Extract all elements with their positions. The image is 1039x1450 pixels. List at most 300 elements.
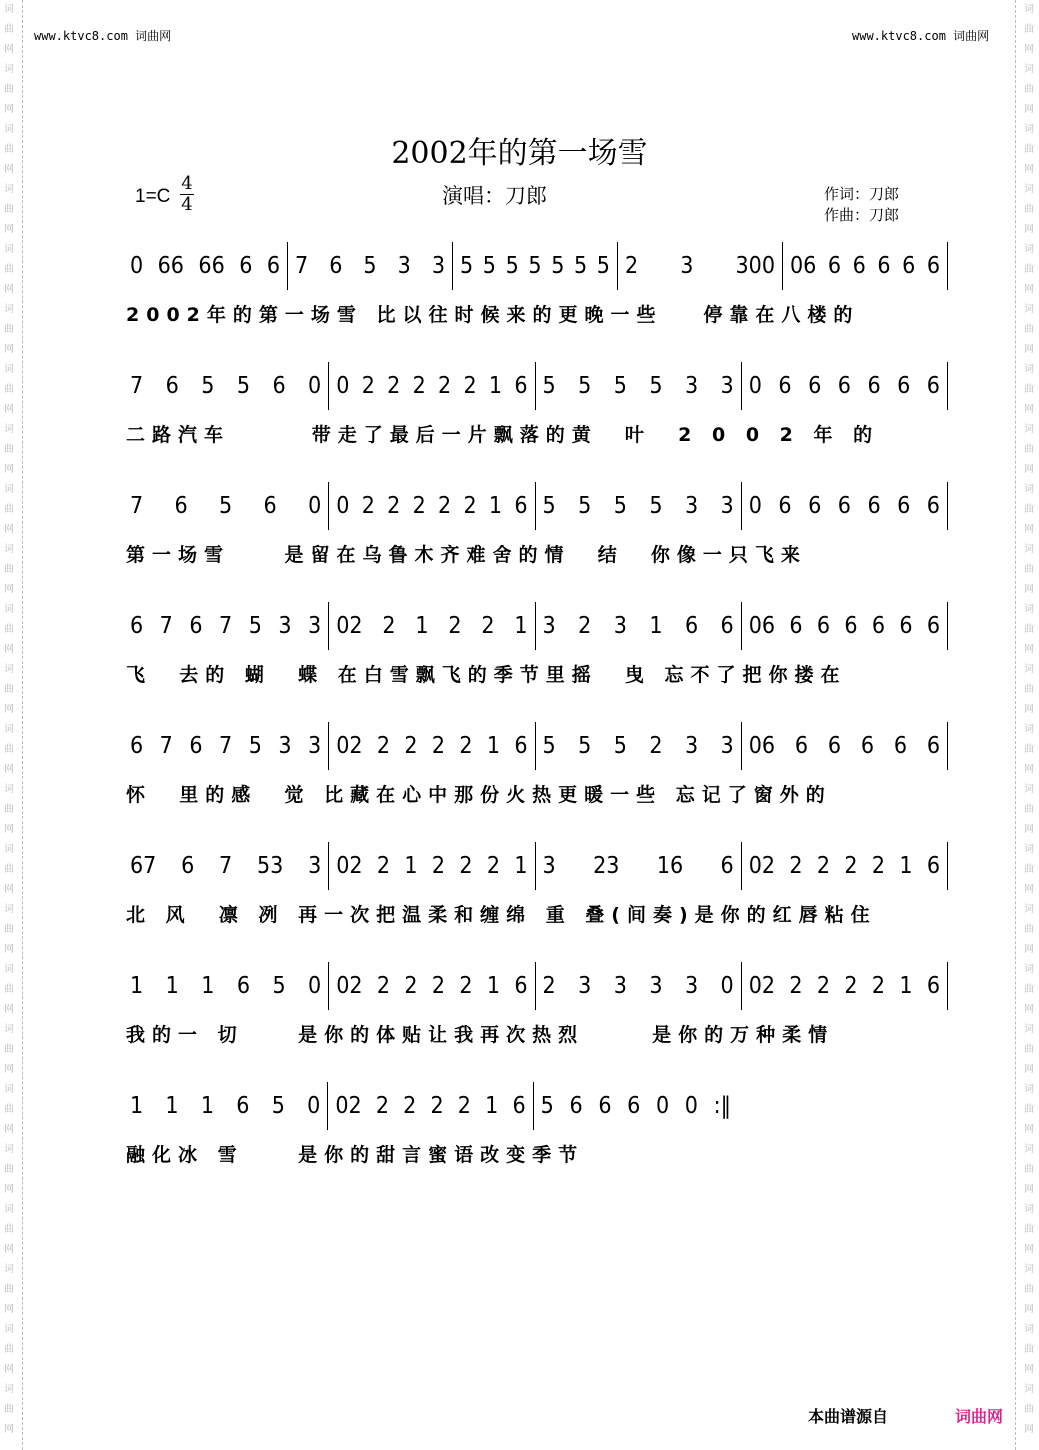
measure xyxy=(329,362,535,410)
note: 5 xyxy=(219,493,233,519)
watermark-char: 网 xyxy=(1024,824,1034,835)
watermark-char: 曲 xyxy=(4,624,14,635)
note: 5 xyxy=(540,1093,554,1119)
watermark-char: 曲 xyxy=(1024,564,1034,575)
note: 6 xyxy=(867,493,881,519)
watermark-char: 网 xyxy=(1024,884,1034,895)
watermark-char: 词 xyxy=(1024,544,1034,555)
watermark-char: 词 xyxy=(4,784,14,795)
watermark-char: 曲 xyxy=(4,84,14,95)
watermark-char: 词 xyxy=(1024,304,1034,315)
note: 0 xyxy=(655,1093,670,1119)
watermark-char: 曲 xyxy=(1024,504,1034,515)
note: 6 xyxy=(514,493,528,519)
note: 0 xyxy=(308,493,322,519)
note: 6 xyxy=(720,613,734,639)
measure xyxy=(128,1082,328,1130)
note: 0 xyxy=(336,493,350,519)
watermark-char: 网 xyxy=(4,584,14,595)
measure xyxy=(128,482,329,530)
watermark-char: 词 xyxy=(4,544,14,555)
note: 3 xyxy=(720,373,734,399)
notation-row xyxy=(128,242,948,290)
note: 16 xyxy=(656,853,684,879)
watermark-char: 网 xyxy=(1024,1424,1034,1435)
watermark-char: 曲 xyxy=(1024,1344,1034,1355)
note: 3 xyxy=(542,853,556,879)
note: 2 xyxy=(457,1093,471,1119)
watermark-char: 词 xyxy=(4,964,14,975)
measure xyxy=(534,1082,738,1130)
note: 2 xyxy=(376,733,391,759)
watermark-char: 网 xyxy=(1024,704,1034,715)
note: 3 xyxy=(308,613,322,639)
note: 3 xyxy=(308,853,322,879)
note: 1 xyxy=(200,1093,215,1119)
note: 2 xyxy=(438,373,452,399)
note: :‖ xyxy=(713,1093,731,1119)
note: 1 xyxy=(514,853,528,879)
watermark-char: 词 xyxy=(1024,724,1034,735)
note: 6 xyxy=(514,733,528,759)
watermark-char: 网 xyxy=(1024,464,1034,475)
watermark-char: 曲 xyxy=(4,324,14,335)
note: 7 xyxy=(159,733,173,759)
watermark-char: 曲 xyxy=(4,1284,14,1295)
watermark-char: 词 xyxy=(1024,1324,1034,1335)
site-header-left: www.ktvc8.com 词曲网 xyxy=(34,29,172,43)
measure xyxy=(128,362,329,410)
note: 2 xyxy=(459,733,473,759)
note: 5 xyxy=(573,253,588,279)
note: 7 xyxy=(295,253,309,279)
watermark-char: 词 xyxy=(4,1324,14,1335)
note: 6 xyxy=(899,613,913,639)
measure xyxy=(618,242,783,290)
watermark-char: 曲 xyxy=(4,204,14,215)
note: 5 xyxy=(596,253,610,279)
watermark-char: 词 xyxy=(4,424,14,435)
note: 3 xyxy=(720,493,734,519)
watermark-char: 曲 xyxy=(4,444,14,455)
lyric-line: 怀 里的感 觉 比藏在心中那份火热更暖一些 忘记了窗外的 xyxy=(126,784,832,806)
watermark-char: 曲 xyxy=(1024,1284,1034,1295)
watermark-char: 曲 xyxy=(4,984,14,995)
note: 1 xyxy=(415,613,429,639)
watermark-char: 曲 xyxy=(4,1404,14,1415)
watermark-char: 曲 xyxy=(1024,624,1034,635)
note: 3 xyxy=(397,253,411,279)
footer-brand: 词曲网 xyxy=(955,1407,1004,1426)
watermark-char: 曲 xyxy=(4,384,14,395)
watermark-char: 词 xyxy=(1024,1084,1034,1095)
note: 3 xyxy=(684,373,699,399)
note: 6 xyxy=(174,493,188,519)
measure xyxy=(742,722,948,770)
measure xyxy=(536,482,742,530)
note: 1 xyxy=(486,733,500,759)
singer: 演唱：刀郎 xyxy=(442,184,547,208)
note: 5 xyxy=(271,1093,285,1119)
watermark-char: 网 xyxy=(4,1304,14,1315)
time-sig-bottom: 4 xyxy=(181,194,193,215)
time-sig-top: 4 xyxy=(181,173,193,194)
note: 0 xyxy=(336,373,350,399)
watermark-char: 曲 xyxy=(1024,444,1034,455)
note: 5 xyxy=(613,373,627,399)
watermark-column-left xyxy=(1,0,17,1440)
note: 2 xyxy=(448,613,462,639)
watermark-char: 曲 xyxy=(1024,324,1034,335)
note: 2 xyxy=(387,373,401,399)
note: 3 xyxy=(684,493,699,519)
watermark-char: 曲 xyxy=(1024,264,1034,275)
note: 2 xyxy=(649,733,663,759)
watermark-char: 网 xyxy=(1024,644,1034,655)
note: 1 xyxy=(488,373,503,399)
watermark-char: 词 xyxy=(4,604,14,615)
watermark-char: 网 xyxy=(4,944,14,955)
note: 6 xyxy=(926,493,940,519)
watermark-char: 网 xyxy=(4,164,14,175)
note: 6 xyxy=(902,253,916,279)
measure xyxy=(329,482,535,530)
note: 66 xyxy=(198,253,225,279)
note: 1 xyxy=(165,973,179,999)
note: 02 xyxy=(748,973,776,999)
note: 5 xyxy=(578,493,592,519)
measure xyxy=(742,602,948,650)
watermark-char: 曲 xyxy=(4,564,14,575)
watermark-char: 词 xyxy=(1024,124,1034,135)
watermark-char: 曲 xyxy=(1024,204,1034,215)
note: 6 xyxy=(272,373,286,399)
watermark-char: 曲 xyxy=(1024,744,1034,755)
watermark-char: 曲 xyxy=(4,144,14,155)
watermark-char: 网 xyxy=(4,884,14,895)
lyric-line: 第一场雪 是留在乌鲁木齐难舍的情 结 你像一只飞来 xyxy=(126,544,807,566)
footer-source: 本曲谱源自 xyxy=(808,1407,889,1426)
watermark-char: 曲 xyxy=(4,1224,14,1235)
note: 1 xyxy=(404,853,418,879)
lyric-line: 我的一 切 是你的体贴让我再次热烈 是你的万种柔情 xyxy=(126,1024,835,1046)
watermark-char: 词 xyxy=(1024,964,1034,975)
note: 5 xyxy=(460,253,474,279)
note: 6 xyxy=(778,373,792,399)
watermark-char: 网 xyxy=(4,1064,14,1075)
watermark-char: 词 xyxy=(4,1264,14,1275)
note: 2 xyxy=(376,853,391,879)
time-signature xyxy=(180,174,194,215)
watermark-char: 曲 xyxy=(4,924,14,935)
watermark-char: 网 xyxy=(4,1004,14,1015)
watermark-char: 网 xyxy=(1024,164,1034,175)
watermark-char: 词 xyxy=(1024,244,1034,255)
note: 7 xyxy=(219,613,233,639)
note: 2 xyxy=(438,493,452,519)
watermark-char: 词 xyxy=(1024,1384,1034,1395)
measure xyxy=(329,842,535,890)
note: 5 xyxy=(578,373,592,399)
note: 7 xyxy=(219,853,233,879)
note: 6 xyxy=(897,373,911,399)
note: 06 xyxy=(748,613,776,639)
measure xyxy=(128,602,329,650)
measure xyxy=(128,242,288,290)
note: 0 xyxy=(308,973,322,999)
note: 1 xyxy=(165,1093,179,1119)
watermark-char: 词 xyxy=(1024,844,1034,855)
note: 02 xyxy=(336,973,363,999)
note: 6 xyxy=(852,253,866,279)
watermark-char: 网 xyxy=(4,824,14,835)
note: 5 xyxy=(248,613,262,639)
song-title: 2002年的第一场雪 xyxy=(391,136,648,171)
lyric-line: 飞 去的 蝴 蝶 在白雪飘飞的季节里摇 曳 忘不了把你搂在 xyxy=(126,664,847,686)
note: 6 xyxy=(877,253,891,279)
watermark-char: 网 xyxy=(4,1424,14,1435)
note: 6 xyxy=(236,1093,250,1119)
note: 1 xyxy=(649,613,663,639)
composer: 作曲：刀郎 xyxy=(824,206,900,224)
watermark-char: 网 xyxy=(4,704,14,715)
watermark-char: 曲 xyxy=(4,24,14,35)
note: 1 xyxy=(485,1093,499,1119)
note: 5 xyxy=(236,373,250,399)
note: 6 xyxy=(867,373,881,399)
note: 2 xyxy=(431,853,446,879)
measure xyxy=(328,1082,533,1130)
note: 02 xyxy=(336,733,363,759)
watermark-char: 曲 xyxy=(1024,1164,1034,1175)
note: 1 xyxy=(486,973,500,999)
lyric-line: 北 风 凛 冽 再一次把温柔和缠绵 重 叠(间奏)是你的红唇粘住 xyxy=(126,904,877,926)
notation-row xyxy=(128,842,948,890)
watermark-char: 网 xyxy=(4,464,14,475)
watermark-char: 网 xyxy=(4,104,14,115)
watermark-char: 词 xyxy=(4,304,14,315)
note: 6 xyxy=(794,733,809,759)
note: 6 xyxy=(189,613,203,639)
measure xyxy=(536,722,742,770)
note: 7 xyxy=(219,733,233,759)
note: 5 xyxy=(248,733,262,759)
note: 2 xyxy=(844,973,858,999)
measure xyxy=(742,482,948,530)
note: 5 xyxy=(482,253,496,279)
watermark-char: 词 xyxy=(1024,904,1034,915)
note: 2 xyxy=(871,853,886,879)
note: 6 xyxy=(627,1093,641,1119)
watermark-char: 词 xyxy=(4,484,14,495)
note: 300 xyxy=(735,253,775,279)
note: 5 xyxy=(505,253,519,279)
watermark-char: 曲 xyxy=(4,264,14,275)
note: 2 xyxy=(463,373,477,399)
margin-divider xyxy=(1015,0,1016,1450)
note: 66 xyxy=(157,253,184,279)
watermark-char: 网 xyxy=(1024,44,1034,55)
watermark-char: 曲 xyxy=(1024,1044,1034,1055)
note: 0 xyxy=(748,493,762,519)
note: 2 xyxy=(789,973,803,999)
measure xyxy=(742,842,948,890)
note: 6 xyxy=(893,733,908,759)
watermark-char: 词 xyxy=(1024,424,1034,435)
note: 2 xyxy=(463,493,477,519)
note: 5 xyxy=(542,493,556,519)
watermark-char: 词 xyxy=(4,4,14,15)
watermark-char: 词 xyxy=(1024,4,1034,15)
note: 6 xyxy=(569,1093,583,1119)
note: 6 xyxy=(827,733,842,759)
note: 6 xyxy=(236,973,250,999)
note: 3 xyxy=(680,253,694,279)
notation-row xyxy=(128,1082,738,1130)
note: 5 xyxy=(613,493,627,519)
watermark-char: 词 xyxy=(1024,664,1034,675)
watermark-char: 曲 xyxy=(1024,924,1034,935)
watermark-char: 曲 xyxy=(4,804,14,815)
watermark-char: 词 xyxy=(1024,484,1034,495)
note: 2 xyxy=(542,973,556,999)
watermark-char: 网 xyxy=(4,44,14,55)
note: 6 xyxy=(844,613,858,639)
note: 6 xyxy=(837,373,851,399)
note: 2 xyxy=(431,973,446,999)
measure xyxy=(536,362,742,410)
note: 5 xyxy=(578,733,592,759)
note: 2 xyxy=(578,613,592,639)
watermark-char: 词 xyxy=(4,904,14,915)
note: 6 xyxy=(926,613,940,639)
watermark-char: 网 xyxy=(1024,1364,1034,1375)
watermark-char: 网 xyxy=(4,644,14,655)
watermark-char: 词 xyxy=(4,724,14,735)
note: 1 xyxy=(130,973,144,999)
note: 6 xyxy=(181,853,195,879)
watermark-char: 网 xyxy=(4,344,14,355)
note: 23 xyxy=(593,853,620,879)
note: 2 xyxy=(789,853,803,879)
watermark-char: 词 xyxy=(1024,364,1034,375)
note: 2 xyxy=(375,1093,389,1119)
note: 6 xyxy=(808,373,822,399)
note: 2 xyxy=(816,853,831,879)
note: 7 xyxy=(130,373,144,399)
watermark-char: 曲 xyxy=(1024,1224,1034,1235)
watermark-char: 曲 xyxy=(4,864,14,875)
note: 2 xyxy=(361,493,375,519)
watermark-column-right xyxy=(1021,0,1037,1440)
note: 0 xyxy=(130,253,144,279)
note: 5 xyxy=(363,253,377,279)
watermark-char: 网 xyxy=(4,1364,14,1375)
watermark-char: 网 xyxy=(4,404,14,415)
note: 53 xyxy=(256,853,284,879)
note: 2 xyxy=(844,853,858,879)
note: 5 xyxy=(649,373,663,399)
measure xyxy=(288,242,453,290)
note: 6 xyxy=(514,373,528,399)
watermark-char: 词 xyxy=(1024,184,1034,195)
note: 3 xyxy=(613,613,627,639)
note: 02 xyxy=(336,613,363,639)
note: 5 xyxy=(542,373,556,399)
note: 0 xyxy=(748,373,762,399)
notation-row xyxy=(128,962,948,1010)
watermark-char: 曲 xyxy=(1024,984,1034,995)
note: 1 xyxy=(899,853,913,879)
note: 3 xyxy=(431,253,445,279)
watermark-char: 曲 xyxy=(1024,144,1034,155)
watermark-char: 网 xyxy=(1024,524,1034,535)
note: 1 xyxy=(201,973,215,999)
watermark-char: 曲 xyxy=(4,1104,14,1115)
measure xyxy=(453,242,618,290)
watermark-char: 网 xyxy=(4,524,14,535)
watermark-char: 词 xyxy=(4,1204,14,1215)
note: 3 xyxy=(649,973,663,999)
note: 2 xyxy=(430,1093,444,1119)
note: 0 xyxy=(307,1093,321,1119)
note: 2 xyxy=(412,493,426,519)
note: 1 xyxy=(899,973,913,999)
measure xyxy=(128,722,329,770)
measure xyxy=(536,962,742,1010)
note: 0 xyxy=(684,1093,698,1119)
watermark-char: 曲 xyxy=(1024,804,1034,815)
watermark-char: 词 xyxy=(4,184,14,195)
note: 6 xyxy=(926,373,940,399)
note: 2 xyxy=(459,853,473,879)
note: 3 xyxy=(578,973,592,999)
note: 3 xyxy=(684,973,699,999)
key-signature: 1=C xyxy=(135,186,171,207)
notation-row xyxy=(128,362,948,410)
note: 2 xyxy=(412,373,426,399)
watermark-char: 曲 xyxy=(1024,864,1034,875)
watermark-char: 网 xyxy=(1024,584,1034,595)
note: 5 xyxy=(542,733,556,759)
note: 3 xyxy=(720,733,734,759)
note: 6 xyxy=(329,253,343,279)
watermark-char: 词 xyxy=(1024,64,1034,75)
watermark-char: 词 xyxy=(4,124,14,135)
watermark-char: 曲 xyxy=(1024,24,1034,35)
lyric-line: 2002年的第一场雪 比以往时候来的更晚一些 停靠在八楼的 xyxy=(126,304,860,326)
note: 2 xyxy=(481,613,495,639)
note: 6 xyxy=(263,493,277,519)
watermark-char: 网 xyxy=(1024,1184,1034,1195)
note: 6 xyxy=(598,1093,612,1119)
watermark-char: 网 xyxy=(1024,284,1034,295)
watermark-char: 曲 xyxy=(4,504,14,515)
note: 5 xyxy=(528,253,542,279)
measure xyxy=(329,722,535,770)
watermark-char: 网 xyxy=(1024,104,1034,115)
watermark-char: 网 xyxy=(4,1244,14,1255)
note: 06 xyxy=(790,253,817,279)
watermark-char: 词 xyxy=(4,664,14,675)
watermark-char: 网 xyxy=(1024,1124,1034,1135)
note: 2 xyxy=(486,853,500,879)
note: 6 xyxy=(165,373,179,399)
watermark-char: 词 xyxy=(1024,1024,1034,1035)
note: 2 xyxy=(382,613,396,639)
watermark-char: 词 xyxy=(4,244,14,255)
watermark-char: 词 xyxy=(4,64,14,75)
